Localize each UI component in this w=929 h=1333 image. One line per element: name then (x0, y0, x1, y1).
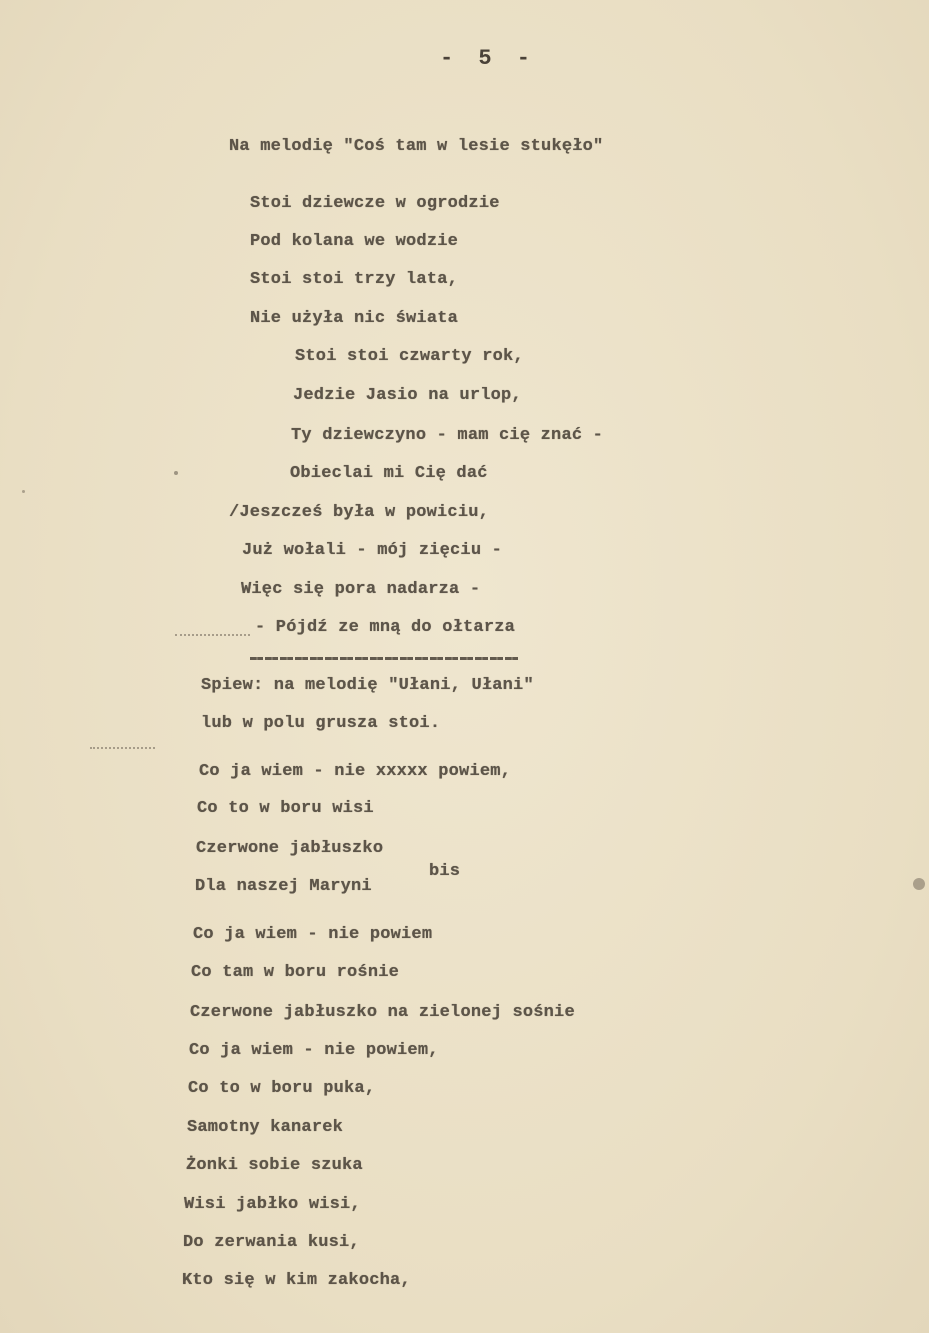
paper-dots (90, 747, 155, 750)
verse-line: Żonki sobie szuka (186, 1156, 363, 1175)
verse-line: Czerwone jabłuszko (196, 839, 384, 858)
melody-instruction: Spiew: na melodię "Ułani, Ułani" (201, 676, 534, 695)
verse-line: Stoi stoi czwarty rok, (295, 347, 524, 366)
verse-line: Kto się w kim zakocha, (182, 1271, 411, 1290)
page-number: - 5 - (440, 46, 537, 71)
paper-speck (913, 878, 925, 890)
paper-speck (174, 471, 178, 475)
verse-line: Do zerwania kusi, (183, 1233, 360, 1252)
verse-line: Co tam w boru rośnie (191, 963, 400, 982)
paper-dots (175, 634, 250, 637)
verse-line: Stoi stoi trzy lata, (250, 270, 459, 289)
verse-line: Czerwone jabłuszko na zielonej sośnie (190, 1003, 575, 1022)
verse-line: Nie użyła nic świata (250, 309, 459, 328)
paper-speck (22, 490, 25, 493)
verse-line: Stoi dziewcze w ogrodzie (250, 194, 500, 213)
section-divider (250, 657, 518, 660)
verse-line: Co ja wiem - nie xxxxx powiem, (199, 762, 512, 781)
verse-line: Samotny kanarek (187, 1118, 344, 1137)
verse-line: /Jeszcześ była w powiciu, (229, 503, 490, 522)
verse-line: Jedzie Jasio na urlop, (293, 386, 522, 405)
verse-line: Wisi jabłko wisi, (184, 1195, 361, 1214)
verse-line: Co ja wiem - nie powiem, (189, 1041, 439, 1060)
verse-line: Ty dziewczyno - mam cię znać - (291, 426, 604, 445)
bis-mark: bis (429, 862, 461, 881)
verse-line: Pod kolana we wodzie (250, 232, 459, 251)
verse-line: - Pójdź ze mną do ołtarza (255, 618, 516, 637)
verse-line: Co ja wiem - nie powiem (193, 925, 433, 944)
song-heading: Na melodię "Coś tam w lesie stukęło" (229, 137, 604, 156)
verse-line: Co to w boru puka, (188, 1079, 376, 1098)
verse-line: Co to w boru wisi (197, 799, 374, 818)
verse-line: Dla naszej Maryni (195, 877, 372, 896)
melody-instruction-alt: lub w polu grusza stoi. (201, 714, 441, 733)
verse-line: Już wołali - mój zięciu - (242, 541, 503, 560)
verse-line: Więc się pora nadarza - (241, 580, 481, 599)
verse-line: Obieclai mi Cię dać (290, 464, 488, 483)
